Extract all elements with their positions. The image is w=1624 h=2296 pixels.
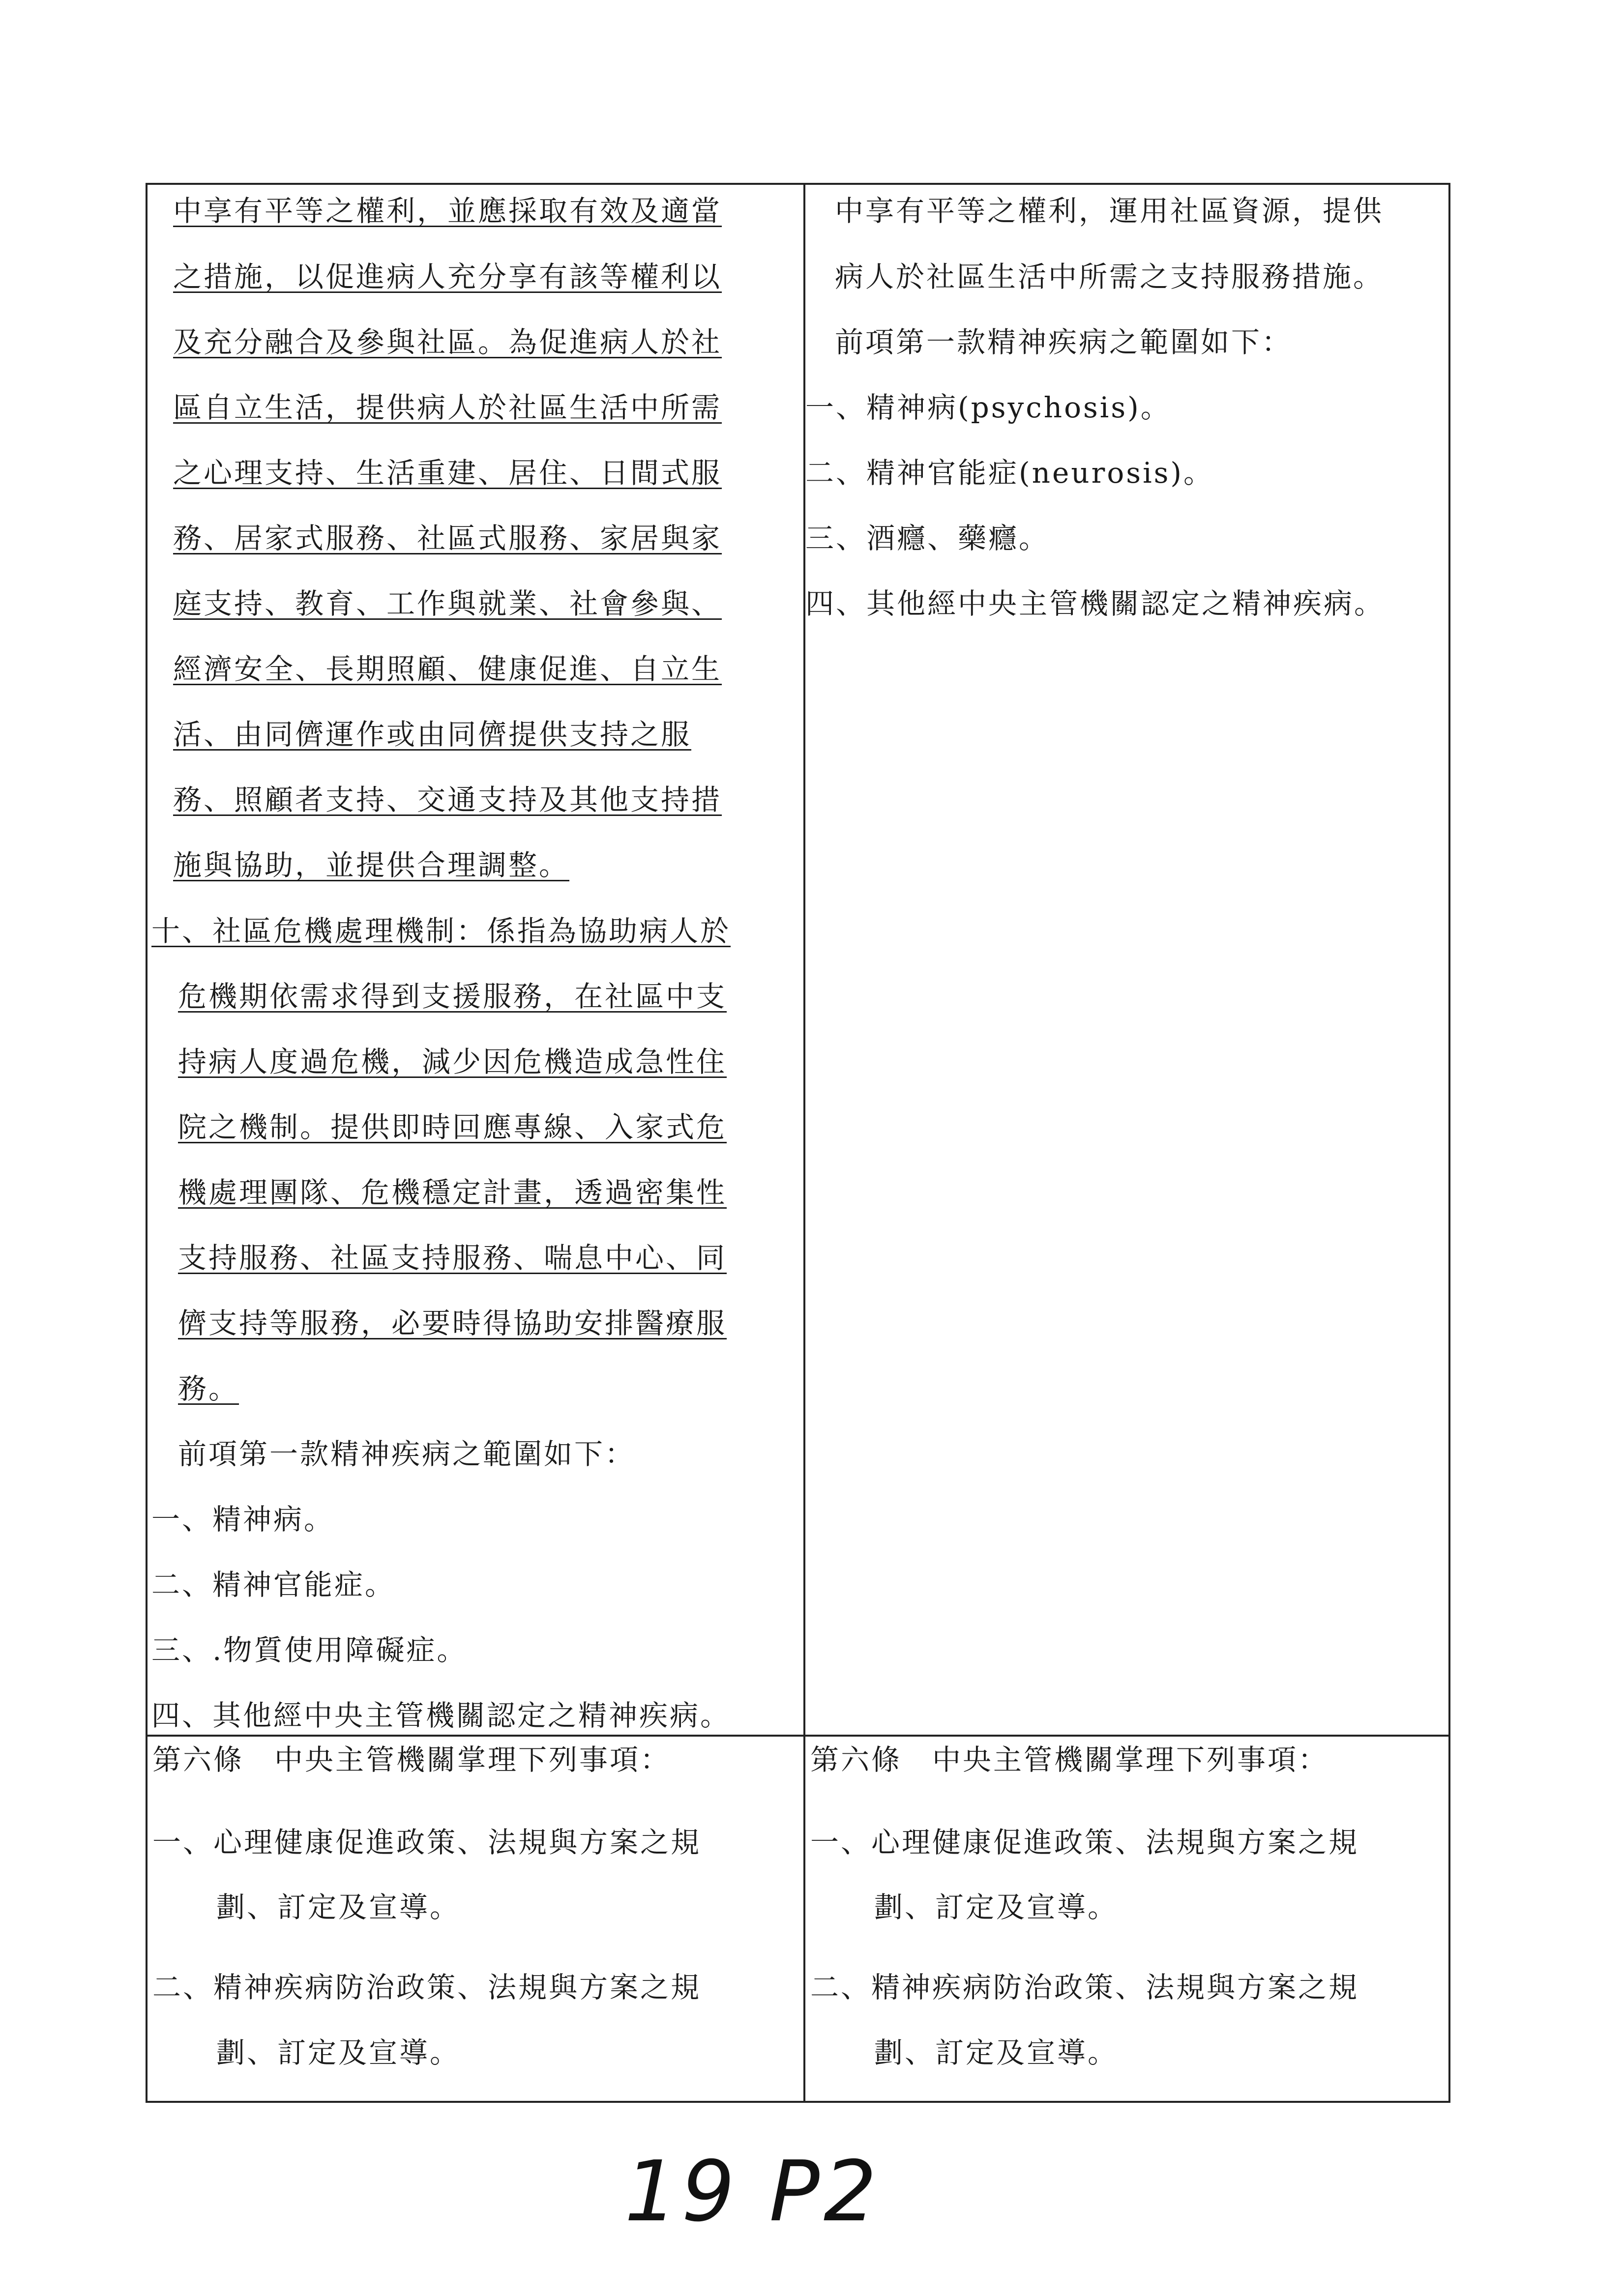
text-line: 病人於社區生活中所需之支持服務措施。 xyxy=(835,260,1384,293)
current-text-cell xyxy=(805,185,1448,1737)
article6-current-cell xyxy=(805,1737,1448,2103)
text-line: 二、精神疾病防治政策、法規與方案之規 xyxy=(810,1971,1359,2004)
text-line: 劃、訂定及宣導。 xyxy=(874,1890,1119,1924)
text-line: 一、心理健康促進政策、法規與方案之規 xyxy=(810,1826,1359,1859)
text-line: 機處理團隊、危機穩定計畫，透過密集性 xyxy=(178,1176,727,1209)
text-line: 之心理支持、生活重建、居住、日間式服 xyxy=(173,456,722,490)
text-line: 中享有平等之權利，運用社區資源，提供 xyxy=(835,194,1384,228)
text-line: 四、其他經中央主管機關認定之精神疾病。 xyxy=(805,587,1385,620)
article6-amended-cell xyxy=(148,1737,805,2103)
text-line: 經濟安全、長期照顧、健康促進、自立生 xyxy=(173,652,722,686)
text-line: 一、心理健康促進政策、法規與方案之規 xyxy=(152,1826,702,1859)
text-line: 區自立生活，提供病人於社區生活中所需 xyxy=(173,391,722,424)
text-line: 支持服務、社區支持服務、喘息中心、同 xyxy=(178,1241,727,1275)
text-line: 持病人度過危機，減少因危機造成急性住 xyxy=(178,1045,727,1078)
text-line: 劃、訂定及宣導。 xyxy=(874,2036,1119,2069)
text-line: 劃、訂定及宣導。 xyxy=(216,1890,461,1924)
amended-text-cell xyxy=(148,185,805,1737)
text-line: 活、由同儕運作或由同儕提供支持之服 xyxy=(173,718,692,751)
text-line: 三、酒癮、藥癮。 xyxy=(805,522,1050,555)
text-line: 二、精神疾病防治政策、法規與方案之規 xyxy=(152,1971,702,2004)
text-line: 前項第一款精神疾病之範圍如下： xyxy=(178,1437,636,1471)
text-line: 務。 xyxy=(178,1372,239,1405)
text-line: 院之機制。提供即時回應專線、入家式危 xyxy=(178,1110,727,1144)
text-line: 儕支持等服務，必要時得協助安排醫療服 xyxy=(178,1307,727,1340)
text-line: 一、精神病。 xyxy=(151,1503,335,1536)
comparison-table xyxy=(146,183,1450,2103)
text-line: 四、其他經中央主管機關認定之精神疾病。 xyxy=(151,1699,731,1732)
text-line: 及充分融合及參與社區。為促進病人於社 xyxy=(173,325,722,359)
handwritten-page-note: 19 P2 xyxy=(624,2143,881,2240)
text-line: 務、照顧者支持、交通支持及其他支持措 xyxy=(173,783,722,816)
text-line: 三、.物質使用障礙症。 xyxy=(151,1633,468,1667)
text-line: 施與協助，並提供合理調整。 xyxy=(173,848,570,882)
text-line: 劃、訂定及宣導。 xyxy=(216,2036,461,2069)
text-line: 之措施，以促進病人充分享有該等權利以 xyxy=(173,260,722,293)
text-line: 中享有平等之權利，並應採取有效及適當 xyxy=(173,194,722,228)
text-line: 務、居家式服務、社區式服務、家居與家 xyxy=(173,522,722,555)
text-line: 一、精神病(psychosis)。 xyxy=(805,391,1171,424)
article-title: 第六條 中央主管機關掌理下列事項： xyxy=(152,1743,671,1776)
text-line: 庭支持、教育、工作與就業、社會參與、 xyxy=(173,587,722,620)
article-title: 第六條 中央主管機關掌理下列事項： xyxy=(810,1743,1329,1776)
text-line: 危機期依需求得到支援服務，在社區中支 xyxy=(178,980,727,1013)
text-line: 二、精神官能症。 xyxy=(151,1568,396,1601)
text-line: 二、精神官能症(neurosis)。 xyxy=(805,456,1214,490)
text-line: 十、社區危機處理機制：係指為協助病人於 xyxy=(151,914,731,948)
text-line: 前項第一款精神疾病之範圍如下： xyxy=(835,325,1293,359)
